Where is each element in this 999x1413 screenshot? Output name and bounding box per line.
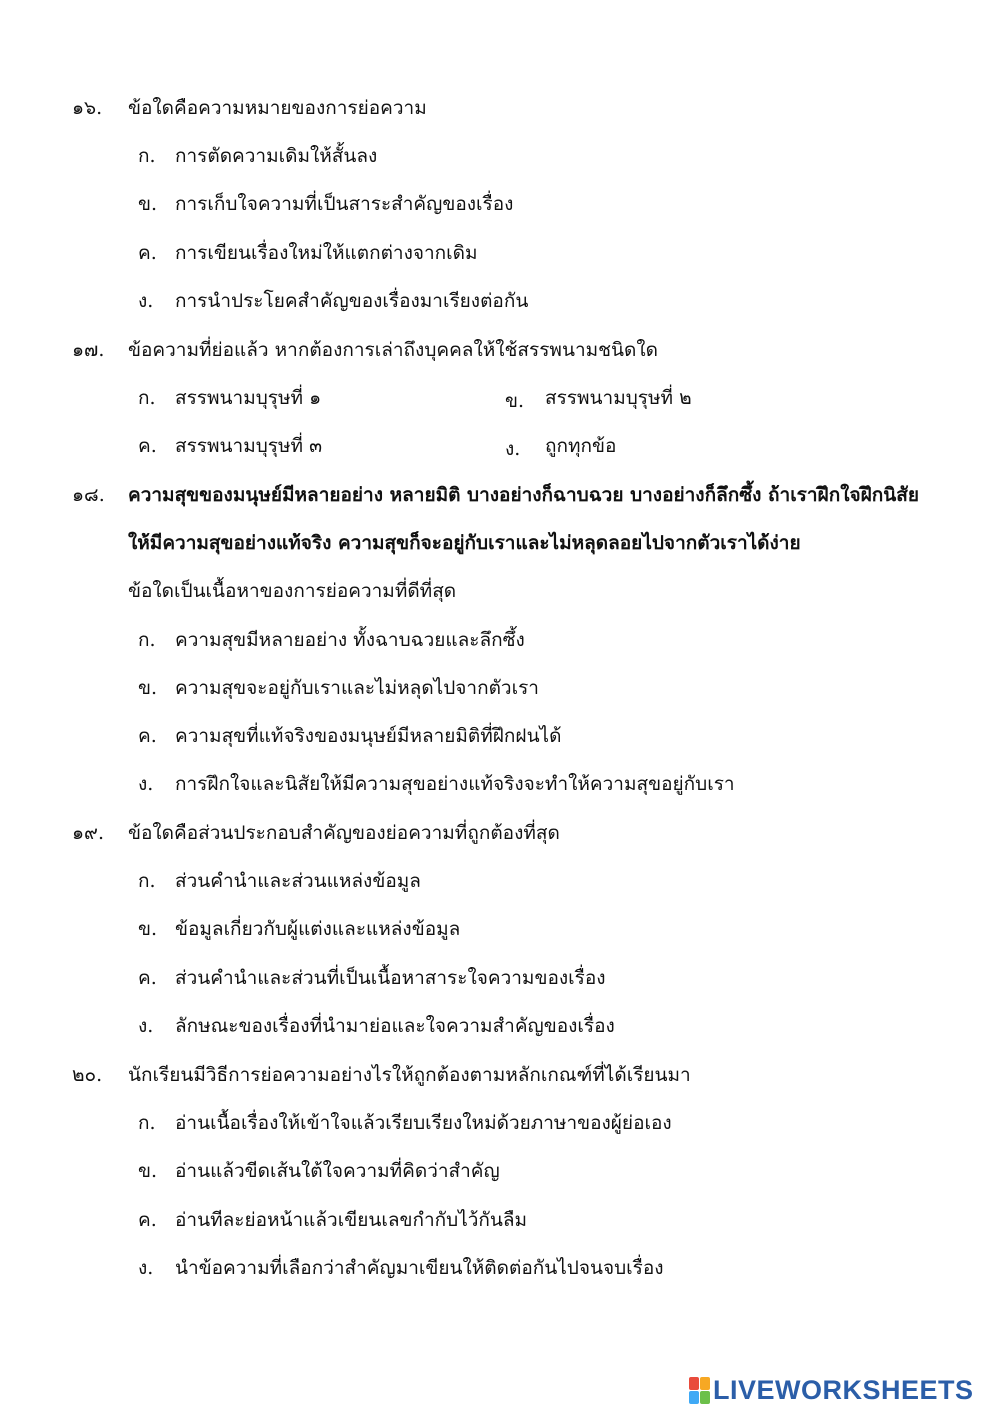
question-number: ๑๘. bbox=[72, 484, 105, 506]
choice-letter: ค. bbox=[138, 967, 157, 989]
logo-mark-square bbox=[689, 1377, 699, 1390]
choice-text: อ่านแล้วขีดเส้นใต้ใจความที่คิดว่าสำคัญ bbox=[175, 1160, 500, 1182]
choice-letter: ก. bbox=[138, 1112, 156, 1134]
question-text: ข้อใดคือความหมายของการย่อความ bbox=[128, 97, 427, 119]
choice-letter: ข. bbox=[138, 918, 158, 940]
choice-letter: ค. bbox=[138, 242, 157, 264]
choice-text: ความสุขมีหลายอย่าง ทั้งฉาบฉวยและลึกซึ้ง bbox=[175, 629, 525, 651]
choice-text: ส่วนคำนำและส่วนแหล่งข้อมูล bbox=[175, 870, 421, 892]
logo-text: LIVEWORKSHEETS bbox=[713, 1374, 974, 1405]
choice-letter: ข. bbox=[505, 390, 525, 412]
choice-text: สรรพนามบุรุษที่ ๑ bbox=[175, 387, 322, 409]
logo-mark-square bbox=[700, 1377, 710, 1390]
choice-text: ความสุขจะอยู่กับเราและไม่หลุดไปจากตัวเรา bbox=[175, 677, 539, 699]
logo-mark-square bbox=[700, 1391, 710, 1404]
choice-text: อ่านทีละย่อหน้าแล้วเขียนเลขกำกับไว้กันลืม bbox=[175, 1209, 528, 1231]
choice-text: การฝึกใจและนิสัยให้มีความสุขอย่างแท้จริงจะทำให้ความสุขอยู่กับเรา bbox=[175, 773, 735, 795]
liveworksheets-logo bbox=[689, 1375, 974, 1405]
question-text: ข้อใดคือส่วนประกอบสำคัญของย่อความที่ถูกต้องที่สุด bbox=[128, 822, 560, 844]
choice-text: การเก็บใจความที่เป็นสาระสำคัญของเรื่อง bbox=[175, 193, 514, 215]
choice-letter: ค. bbox=[138, 725, 157, 747]
choice-letter: ก. bbox=[138, 387, 156, 409]
choice-text: ลักษณะของเรื่องที่นำมาย่อและใจความสำคัญของเรื่อง bbox=[175, 1015, 615, 1037]
choice-text: การนำประโยคสำคัญของเรื่องมาเรียงต่อกัน bbox=[175, 290, 529, 312]
question-text: นักเรียนมีวิธีการย่อความอย่างไรให้ถูกต้องตามหลักเกณฑ์ที่ได้เรียนมา bbox=[128, 1064, 691, 1086]
question-number: ๑๖. bbox=[72, 97, 103, 119]
choice-letter: ง. bbox=[138, 1257, 154, 1279]
choice-text: ข้อมูลเกี่ยวกับผู้แต่งและแหล่งข้อมูล bbox=[175, 918, 461, 940]
question-number: ๑๙. bbox=[72, 822, 105, 844]
question-number: ๒๐. bbox=[72, 1064, 103, 1086]
choice-letter: ข. bbox=[138, 1160, 158, 1182]
question-text: ข้อความที่ย่อแล้ว หากต้องการเล่าถึงบุคคลให้ใช้สรรพนามชนิดใด bbox=[128, 339, 658, 361]
choice-letter: ง. bbox=[138, 1015, 154, 1037]
choice-text: อ่านเนื้อเรื่องให้เข้าใจแล้วเรียบเรียงใหม่ด้วยภาษาของผู้ย่อเอง bbox=[175, 1112, 672, 1134]
choice-text: สรรพนามบุรุษที่ ๒ bbox=[545, 387, 692, 409]
choice-letter: ก. bbox=[138, 870, 156, 892]
choice-letter: ง. bbox=[138, 773, 154, 795]
choice-text: การเขียนเรื่องใหม่ให้แตกต่างจากเดิม bbox=[175, 242, 478, 264]
passage-line: ให้มีความสุขอย่างแท้จริง ความสุขก็จะอยู่กับเราและไม่หลุดลอยไปจากตัวเราได้ง่าย bbox=[128, 532, 801, 554]
choice-letter: ข. bbox=[138, 677, 158, 699]
choice-letter: ค. bbox=[138, 1209, 157, 1231]
choice-letter: ก. bbox=[138, 629, 156, 651]
passage-line: ความสุขของมนุษย์มีหลายอย่าง หลายมิติ บางอย่างก็ฉาบฉวย บางอย่างก็ลึกซึ้ง ถ้าเราฝึกใจฝึกนิสัย bbox=[128, 484, 919, 506]
choice-letter: ข. bbox=[138, 193, 158, 215]
choice-text: สรรพนามบุรุษที่ ๓ bbox=[175, 435, 323, 457]
choice-text: ถูกทุกข้อ bbox=[545, 435, 617, 457]
choice-text: การตัดความเดิมให้สั้นลง bbox=[175, 145, 378, 167]
choice-text: นำข้อความที่เลือกว่าสำคัญมาเขียนให้ติดต่อกันไปจนจบเรื่อง bbox=[175, 1257, 664, 1279]
choice-text: ส่วนคำนำและส่วนที่เป็นเนื้อหาสาระใจความของเรื่อง bbox=[175, 967, 606, 989]
choice-letter: ค. bbox=[138, 435, 157, 457]
choice-letter: ก. bbox=[138, 145, 156, 167]
logo-mark-icon bbox=[689, 1377, 709, 1403]
choice-letter: ง. bbox=[138, 290, 154, 312]
question-number: ๑๗. bbox=[72, 339, 105, 361]
choice-text: ความสุขที่แท้จริงของมนุษย์มีหลายมิติที่ฝึกฝนได้ bbox=[175, 725, 562, 747]
choice-letter: ง. bbox=[505, 438, 521, 460]
logo-mark-square bbox=[689, 1391, 699, 1404]
question-text: ข้อใดเป็นเนื้อหาของการย่อความที่ดีที่สุด bbox=[128, 580, 457, 602]
